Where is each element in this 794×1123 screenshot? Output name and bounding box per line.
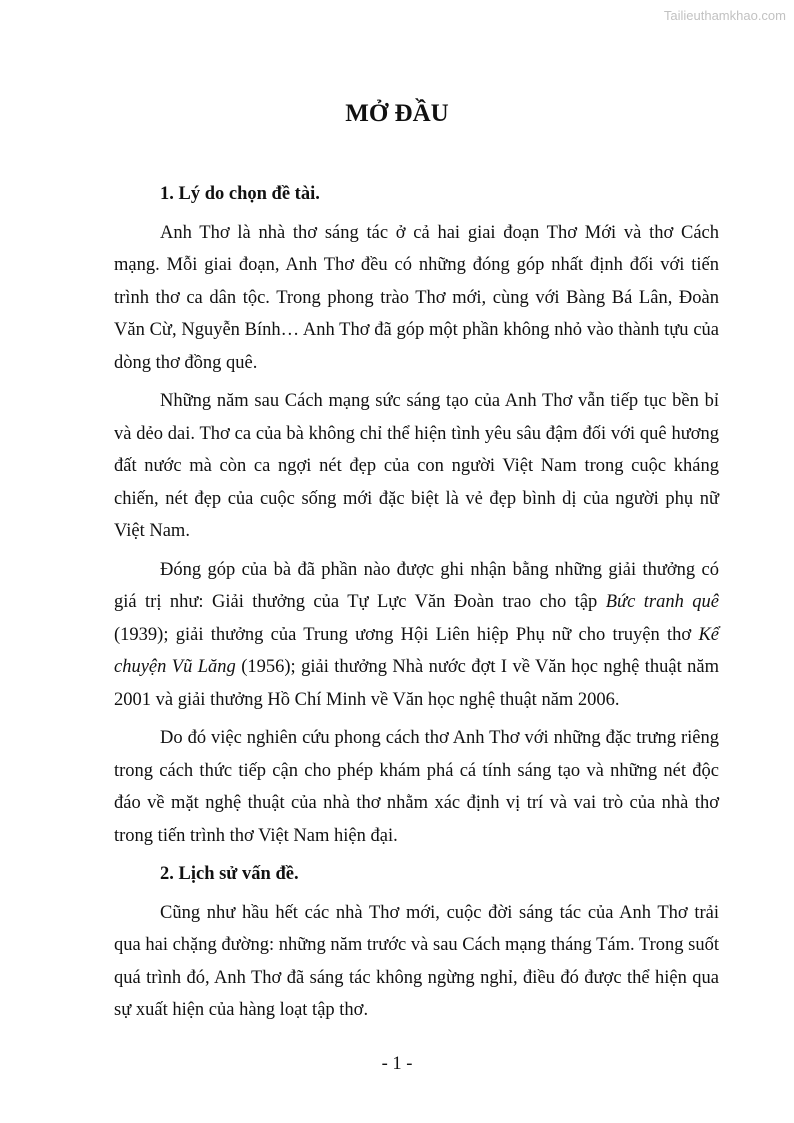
paragraph-text: Anh Thơ là nhà thơ sáng tác ở cả hai giai đoạn Thơ Mới và thơ Cách mạng. Mỗi giai đoạn, Anh Thơ đều có những đóng góp nhất định đối với tiến trình thơ ca dân tộc. Trong phong trào Thơ mới, cùng với Bàng Bá Lân, Đoàn Văn Cừ, Nguyễn Bính… Anh Thơ đã góp một phần không nhỏ vào thành tựu của dòng thơ đồng quê. [114, 222, 719, 373]
watermark-text: Tailieuthamkhao.com [663, 8, 786, 23]
page-title: MỞ ĐẦU [345, 100, 449, 127]
paragraph [114, 385, 719, 548]
section-history [114, 858, 719, 1027]
paragraph-text: Những năm sau Cách mạng sức sáng tạo của Anh Thơ vẫn tiếp tục bền bỉ và dẻo dai. Thơ ca của bà không chỉ thể hiện tình yêu sâu đậm đối với quê hương đất nước mà còn ca ngợi nét đẹp của con người Việt Nam trong cuộc kháng chiến, nét đẹp của cuộc sống mới đặc biệt là vẻ đẹp bình dị của người phụ nữ Việt Nam. [114, 391, 719, 541]
section-reason [114, 178, 719, 852]
paragraph [114, 897, 719, 1027]
page-number: - 1 - [381, 1054, 413, 1074]
paragraph-text: (1956); giải thưởng Nhà nước đợt I về Văn học nghệ thuật năm 2001 và giải thưởng Hồ Chí Minh về Văn học nghệ thuật năm 2006. [114, 657, 719, 710]
paragraph-text: Đóng góp của bà đã phần nào được ghi nhận bằng những giải thưởng có giá trị như: Giải thưởng của Tự Lực Văn Đoàn trao cho tập [114, 559, 719, 612]
paragraph [114, 554, 719, 717]
section-heading: 2. Lịch sử vấn đề. [160, 864, 299, 884]
paragraph [114, 722, 719, 852]
paragraph-text: Do đó việc nghiên cứu phong cách thơ Anh Thơ với những đặc trưng riêng trong cách thức tiếp cận cho phép khám phá cá tính sáng tạo và những nét độc đáo về mặt nghệ thuật của nhà thơ nhằm xác định vị trí và vai trò của nhà thơ trong tiến trình thơ Việt Nam hiện đại. [114, 728, 719, 846]
section-heading: 1. Lý do chọn đề tài. [160, 184, 320, 204]
document-body [114, 178, 719, 1033]
paragraph [114, 217, 719, 380]
book-title-italic: Bức tranh quê [605, 592, 719, 612]
book-title-italic: Kể chuyện Vũ Lăng [114, 624, 719, 677]
paragraph-text: (1939); giải thưởng của Trung ương Hội Liên hiệp Phụ nữ cho truyện thơ [114, 624, 699, 645]
paragraph-text: Cũng như hầu hết các nhà Thơ mới, cuộc đời sáng tác của Anh Thơ trải qua hai chặng đường: những năm trước và sau Cách mạng tháng Tám. Trong suốt quá trình đó, Anh Thơ đã sáng tác không ngừng nghỉ, điều đó được thể hiện qua sự xuất hiện của hàng loạt tập thơ. [114, 902, 719, 1020]
